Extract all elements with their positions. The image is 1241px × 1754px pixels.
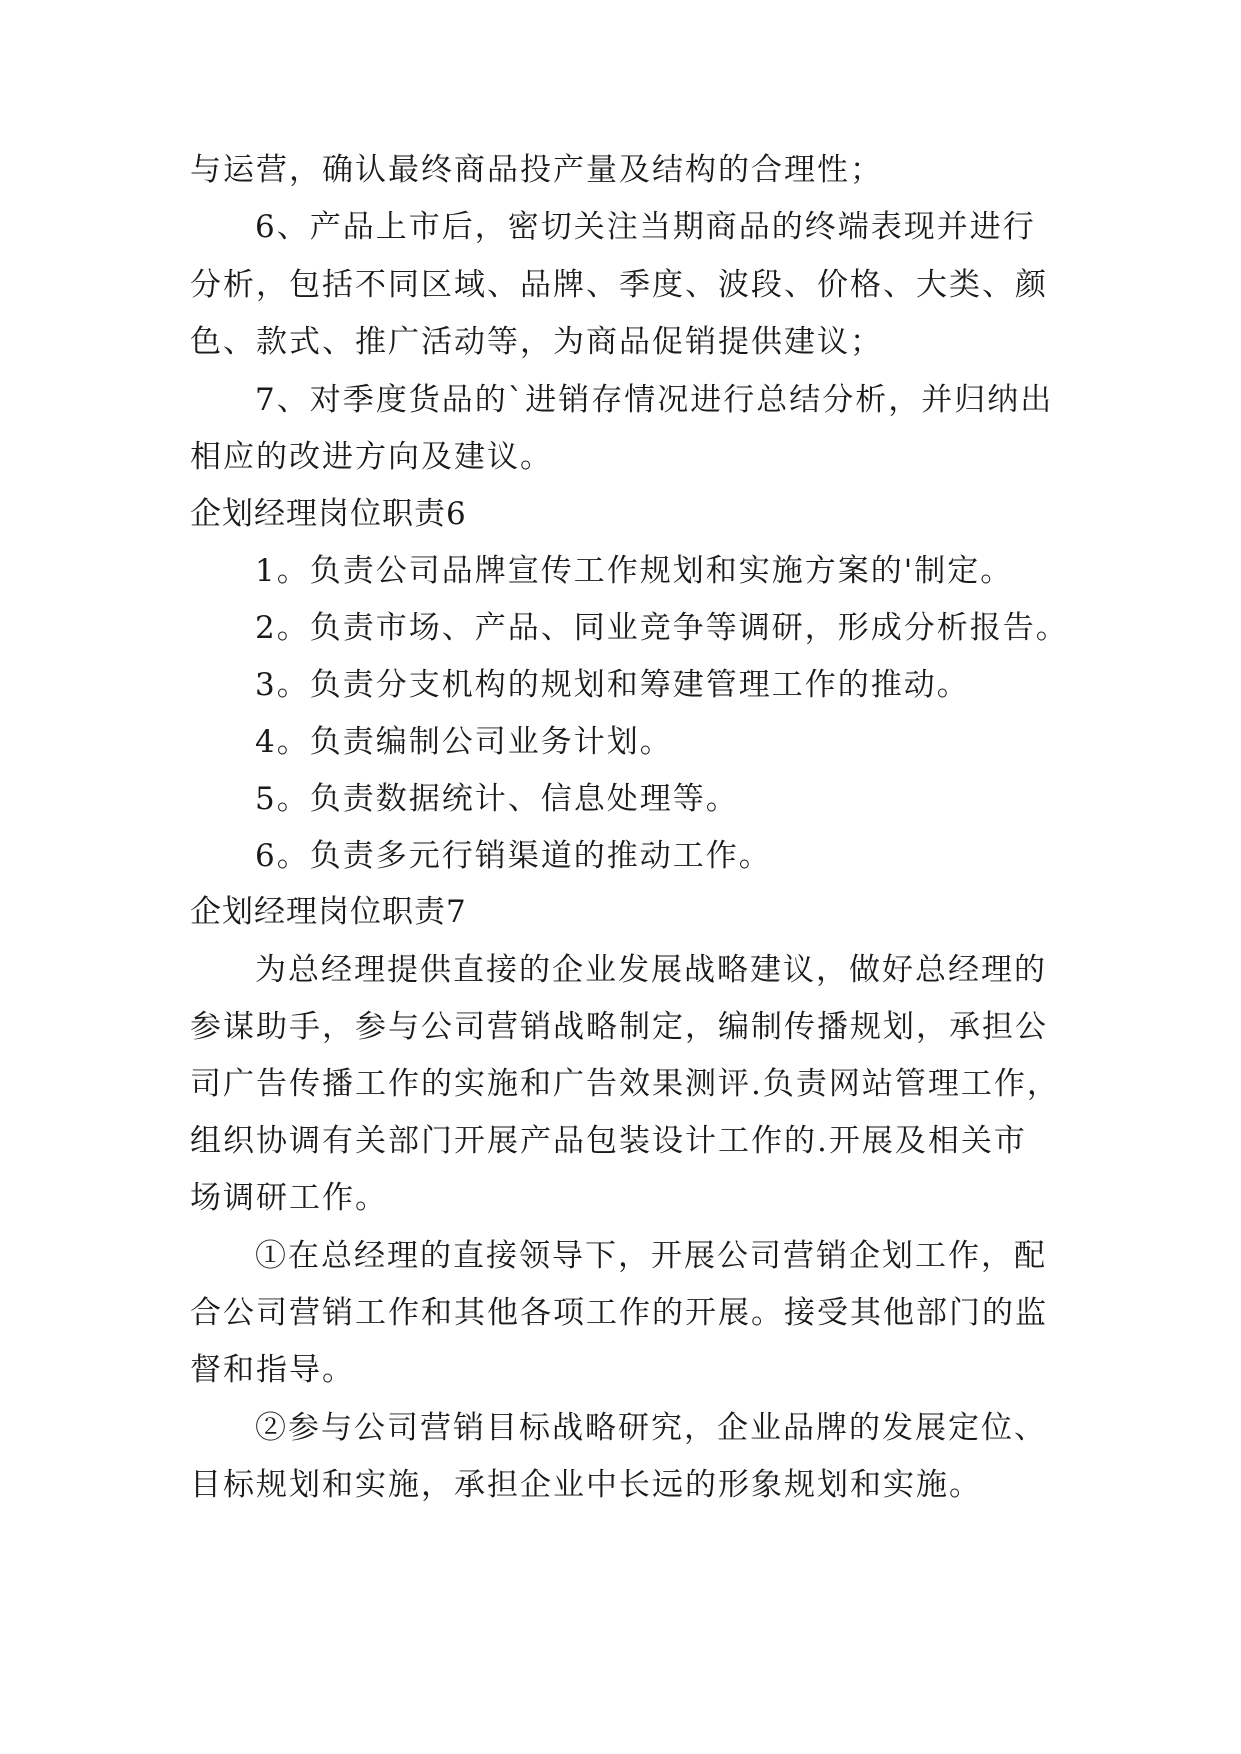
circled-item-2-cont: 目标规划和实施，承担企业中长远的形象规划和实施。 (190, 1467, 982, 1503)
intro-paragraph-cont-4: 场调研工作。 (190, 1180, 388, 1216)
duty-1: 1。负责公司品牌宣传工作规划和实施方案的'制定。 (255, 553, 1014, 589)
section-heading-6: 企划经理岗位职责6 (190, 496, 467, 532)
item-6: 6、产品上市后，密切关注当期商品的终端表现并进行 (255, 209, 1036, 245)
circled-item-1-cont-2: 督和指导。 (190, 1352, 355, 1388)
item-7: 7、对季度货品的`进销存情况进行总结分析，并归纳出 (255, 382, 1054, 418)
section-heading-7: 企划经理岗位职责7 (190, 894, 467, 930)
item-6-cont-1: 分析，包括不同区域、品牌、季度、波段、价格、大类、颜 (190, 267, 1048, 303)
duty-6: 6。负责多元行销渠道的推动工作。 (255, 838, 772, 874)
intro-paragraph: 为总经理提供直接的企业发展战略建议，做好总经理的 (255, 952, 1047, 988)
item-7-cont: 相应的改进方向及建议。 (190, 439, 553, 475)
duty-4: 4。负责编制公司业务计划。 (255, 724, 673, 760)
duty-2: 2。负责市场、产品、同业竞争等调研，形成分析报告。 (255, 610, 1069, 646)
intro-paragraph-cont-3: 组织协调有关部门开展产品包装设计工作的.开展及相关市 (190, 1123, 1027, 1159)
intro-paragraph-cont-1: 参谋助手，参与公司营销战略制定，编制传播规划，承担公 (190, 1009, 1048, 1045)
duty-5: 5。负责数据统计、信息处理等。 (255, 781, 739, 817)
intro-paragraph-cont-2: 司广告传播工作的实施和广告效果测评.负责网站管理工作， (190, 1066, 1060, 1102)
circled-item-1-cont-1: 合公司营销工作和其他各项工作的开展。接受其他部门的监 (190, 1295, 1048, 1331)
paragraph-5-end: 与运营，确认最终商品投产量及结构的合理性； (190, 152, 883, 188)
duty-3: 3。负责分支机构的规划和筹建管理工作的推动。 (255, 667, 970, 703)
circled-item-1: ①在总经理的直接领导下，开展公司营销企划工作，配 (255, 1238, 1047, 1274)
item-6-cont-2: 色、款式、推广活动等，为商品促销提供建议； (190, 324, 883, 360)
circled-item-2: ②参与公司营销目标战略研究，企业品牌的发展定位、 (255, 1410, 1047, 1446)
